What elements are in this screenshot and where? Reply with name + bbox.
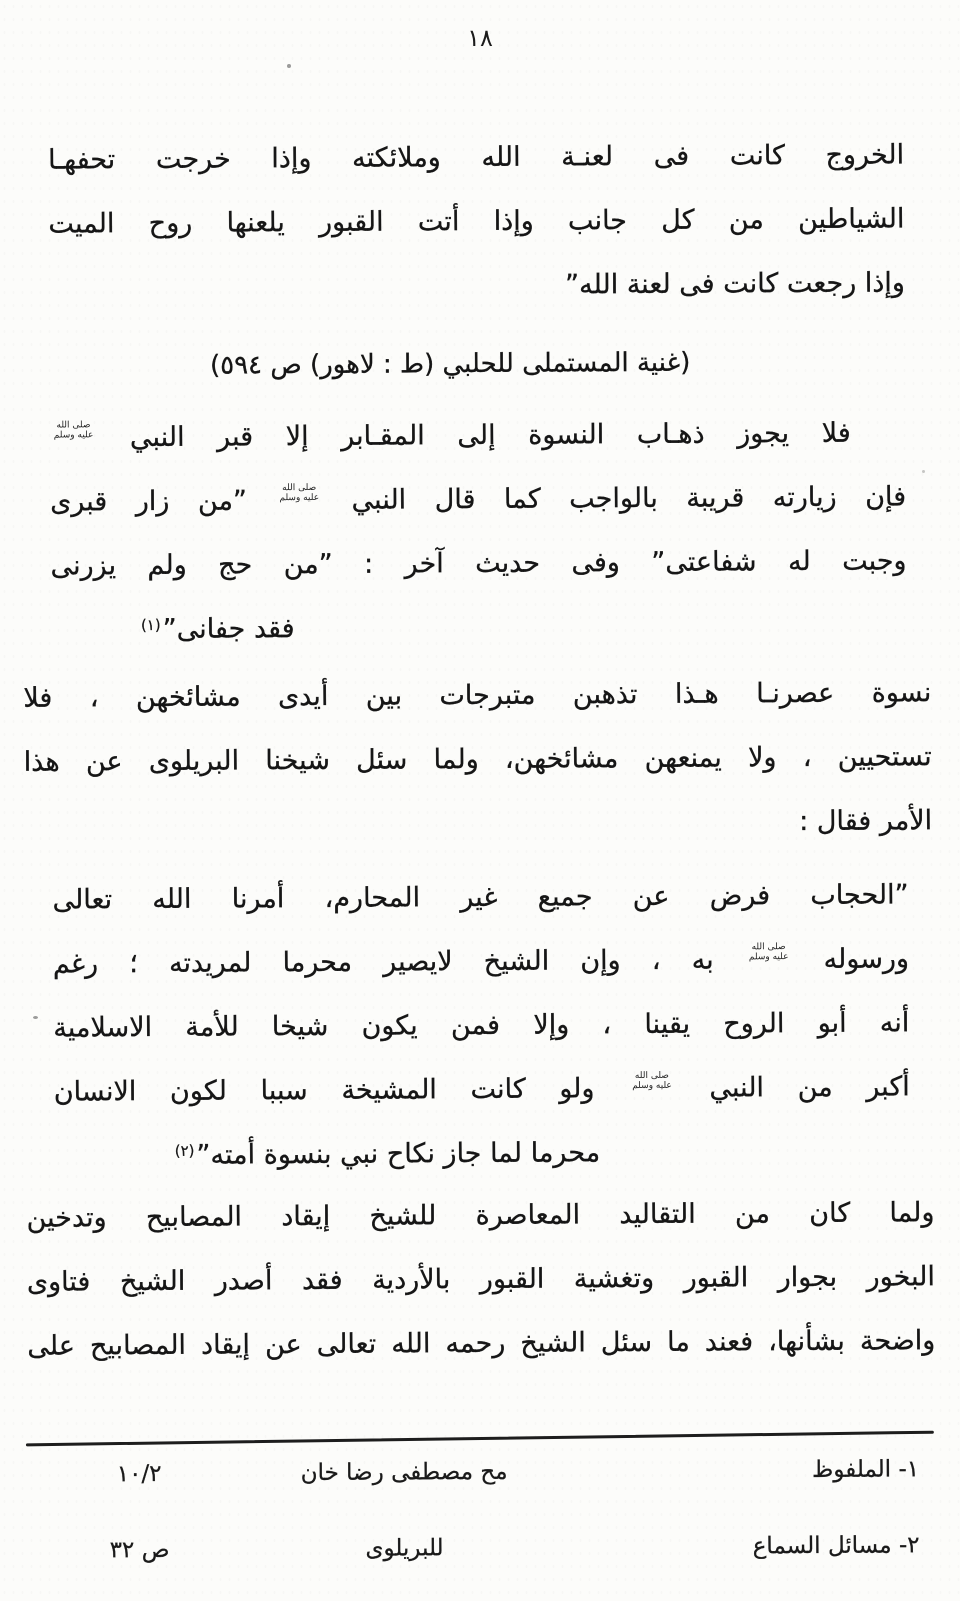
footnote-page-ref: ص ٣٢ [109, 1536, 170, 1564]
text-line: ولما كان من التقاليد المعاصرة للشيخ إيقاد المصابيح وتدخين [26, 1197, 935, 1234]
footnote-row [49, 1449, 919, 1494]
source-citation [49, 331, 905, 396]
footnote-divider-rule [26, 1431, 934, 1447]
text-line: ”الحجاب فرض عن جميع غير المحارم، أمرنا الله تعالى [52, 879, 909, 916]
text-line: أكبر من النبي صلى الله عليه وسلم ولو كانت المشيخة سببا لكون الانسان [53, 1070, 910, 1108]
quote-continuation-paragraph [48, 123, 905, 320]
footnote-title: ١- الملفوظ [811, 1456, 920, 1483]
footnote-marker: (٢) [174, 1141, 195, 1160]
text-line: البخور بجوار القبور وتغشية القبور بالأردية فقد أصدر الشيخ فتاوى [26, 1261, 936, 1298]
footnote-marker: (١) [140, 615, 161, 635]
text-line: واضحة بشأنها، فعند ما سئل الشيخ رحمه الله تعالى عن إيقاد المصابيح على [27, 1325, 936, 1362]
text-line: فلا يجوز ذهـاب النسوة إلى المقـابر إلا قبر النبي صلى الله عليه وسلم [53, 417, 851, 454]
footnote-page-ref: ١٠/٢ [116, 1460, 162, 1488]
text-line: محرما لما جاز نكاح نبي بنسوة أمته”$^{(٢)}$ [174, 1137, 601, 1171]
text-line: ورسوله صلى الله عليه وسلم به ، وإن الشيخ لايصير محرما لمريدته ؛ رغم [52, 941, 910, 980]
text-line: أنه أبو الروح يقينا ، وإلا فمن يكون شيخا للأمة الاسلامية [53, 1007, 910, 1044]
footnote-author: مح مصطفى رضا خان [300, 1458, 508, 1487]
text-line: فإن زيارته قريبة بالواجب كما قال النبي صلى الله عليه وسلم ”من زار قبرى [50, 481, 907, 518]
commentary-paragraph [23, 661, 932, 859]
text-line: نسوة عصرنـا هـذا تذهبن متبرجات بين أيدى مشائخهن ، فلا [23, 677, 932, 714]
footnote-author: للبريلوى [365, 1535, 444, 1562]
text-line: وإذا رجعت كانت فى لعنة الله” [564, 267, 905, 301]
footnote-title: ٢- مسائل السماع [752, 1532, 920, 1560]
pbuh-seal: صلى الله عليه وسلم [748, 941, 789, 962]
text-line: الأمر فقال : [799, 805, 933, 838]
text-line: وجبت له شفاعتى” وفى حديث آخر : ”من حج ولم يزرنى [50, 545, 907, 582]
citation-text: (غنية المستملى للحلبي (ط : لاهور) ص ٥٩٤) [209, 347, 691, 381]
text-line: الشياطين من كل جانب وإذا أتت القبور يلعنها روح الميت [48, 203, 905, 240]
page-number: ١٨ [467, 24, 493, 52]
text-line: الخروج كانت فى لعنـة الله وملائكته وإذا خرجت تحفهـا [47, 139, 905, 176]
text-line: تستحيين ، ولا يمنعهن مشائخهن، ولما سئل شيخنا البريلوى عن هذا [23, 741, 932, 778]
pbuh-seal: صلى الله عليه وسلم [279, 482, 320, 503]
pbuh-seal: صلى الله عليه وسلم [632, 1070, 672, 1091]
closing-paragraph [26, 1181, 935, 1379]
footnote-row [49, 1525, 919, 1570]
pbuh-seal: صلى الله عليه وسلم [53, 419, 94, 441]
fatwa-quote-paragraph [52, 863, 910, 1188]
hadith-paragraph [50, 401, 908, 662]
text-line: فقد جفانى”$^{(١)}$ [140, 613, 295, 645]
